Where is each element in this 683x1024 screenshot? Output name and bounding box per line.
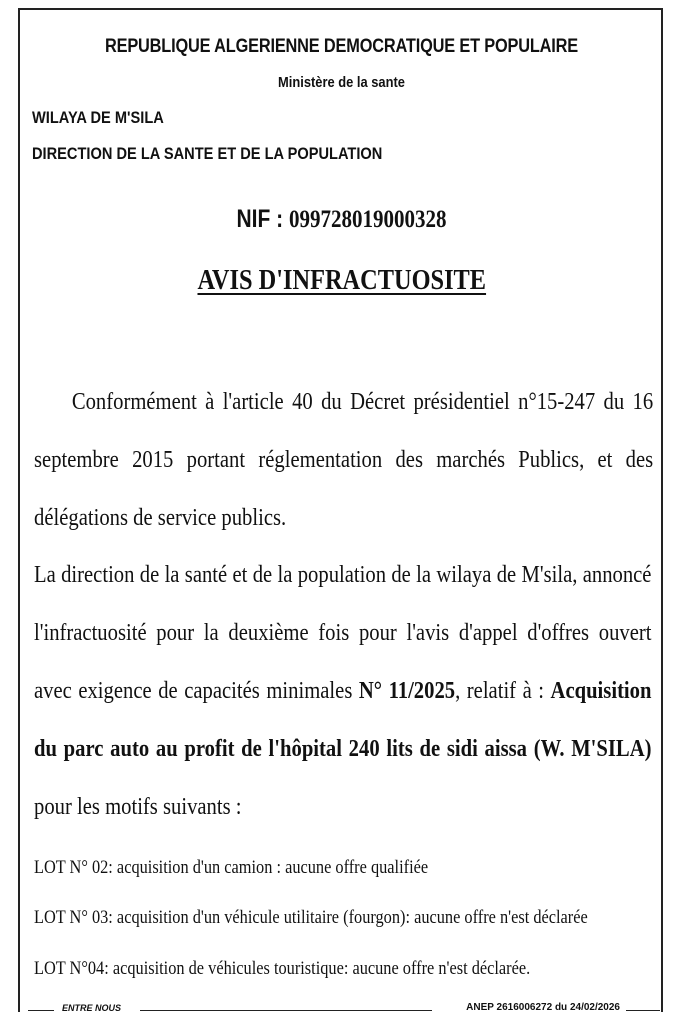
paragraph-2-intro: La direction de la santé et de la population de la wilaya de M'sila, annoncé l'infractuosité pour la deuxième fois pour l'avis d'appel d'offres ouvert avec exigence de capacités minimales <box>34 562 652 704</box>
lot-item: LOT N°04: acquisition de véhicules touristique: aucune offre n'est déclarée. <box>34 958 531 979</box>
paragraph-1: Conformément à l'article 40 du Décret présidentiel n°15-247 du 16 septembre 2015 portant réglementation des marchés Publics, et des délégations de service publics. <box>34 389 654 531</box>
paragraph-2-end: pour les motifs suivants : <box>34 794 242 820</box>
direction-label: DIRECTION DE LA SANTE ET DE LA POPULATION <box>32 144 383 163</box>
reference-number: N° 11/2025 <box>358 678 456 704</box>
nif-label: NIF : <box>236 205 289 233</box>
footer-rule-right <box>626 1010 660 1011</box>
footer-rule-left <box>28 1010 54 1011</box>
lot-item: LOT N° 02: acquisition d'un camion : aucune offre qualifiée <box>34 857 429 878</box>
relatif-text: , relatif à : <box>455 678 551 704</box>
notice-title <box>0 264 683 297</box>
lot-item: LOT N° 03: acquisition d'un véhicule utilitaire (fourgon): aucune offre n'est déclarée <box>34 907 588 928</box>
footer-left-label: ENTRE NOUS <box>62 1003 122 1013</box>
nif-line <box>55 205 629 234</box>
acquisition-object: Acquisition du parc auto au profit de l'hôpital 240 lits de sidi aissa (W. M'SILA) <box>34 678 652 762</box>
paragraph-2 <box>34 546 651 836</box>
footer <box>28 1002 660 1018</box>
nif-number: 099728019000328 <box>289 206 447 233</box>
footer-rule-middle <box>140 1010 432 1011</box>
footer-reference: ANEP 2616006272 du 24/02/2026 <box>466 1002 620 1013</box>
ministry-header: Ministère de la sante <box>278 74 405 91</box>
country-header: REPUBLIQUE ALGERIENNE DEMOCRATIQUE ET POPULAIRE <box>104 36 579 57</box>
notice-title-text: AVIS D'INFRACTUOSITE <box>197 264 486 296</box>
wilaya-label: WILAYA DE M'SILA <box>32 108 164 127</box>
